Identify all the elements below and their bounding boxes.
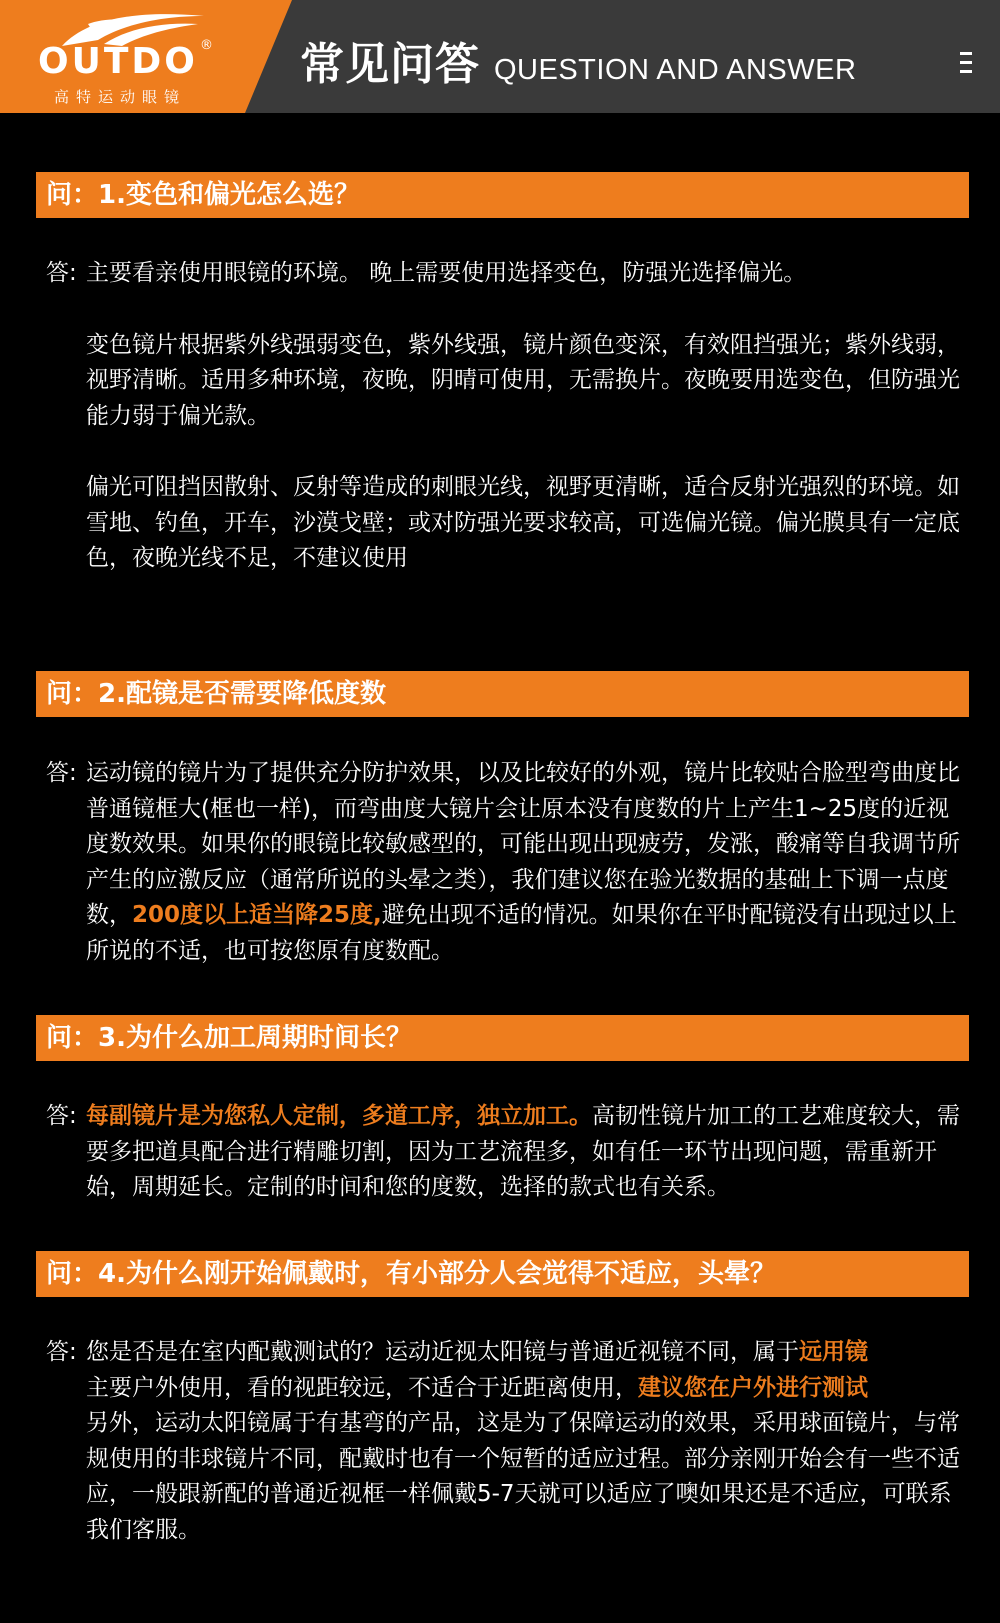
question-bar-1: 问：1.变色和偏光怎么选？ — [36, 172, 969, 218]
brand-subtitle: 高特运动眼镜 — [54, 88, 187, 106]
answer-2-text-2: 避免出现不适的情况。如果你在平时配镜没有出现过以上所说的不适，也可按您原有度数配。 — [86, 902, 957, 964]
question-bar-4: 问：4.为什么刚开始佩戴时，有小部分人会觉得不适应，头晕？ — [36, 1251, 969, 1297]
answer-4-highlight-1: 远用镜 — [799, 1339, 868, 1365]
answer-1-paragraph-2: 变色镜片根据紫外线强弱变色，紫外线强，镜片颜色变深，有效阻挡强光；紫外线弱，视野清晰。适用多种环境，夜晚，阴晴可使用，无需换片。夜晚要用选变色，但防强光能力弱于偏光款。 — [86, 331, 960, 429]
answer-4-line-2: 主要户外使用，看的视距较远，不适合于近距离使用， — [86, 1374, 638, 1401]
menu-icon[interactable] — [960, 52, 976, 76]
answer-2-text-1: 运动镜的镜片为了提供充分防护效果，以及比较好的外观，镜片比较贴合脸型弯曲度比普通镜框大(框也一样)，而弯曲度大镜片会让原本没有度数的片上产生1~25度的近视度数效果。如果你的眼镜比较敏感型的，可能出现出现疲劳，发涨，酸痛等自我调节所产生的应激反应（通常所说的头晕之类），我们建议您在验光数据的基础上下调一点度数， — [86, 760, 960, 928]
answer-3-highlight: 每副镜片是为您私人定制，多道工序，独立加工。 — [86, 1103, 592, 1129]
answer-2-highlight: 200度以上适当降25度, — [132, 902, 382, 928]
page-header — [0, 0, 1000, 113]
brand-logo-text: OUTDO — [38, 41, 198, 82]
answer-3-paragraph — [86, 1099, 971, 1206]
answer-block-3 — [46, 1099, 971, 1206]
answer-1-paragraph-3: 偏光可阻挡因散射、反射等造成的刺眼光线，视野更清晰，适合反射光强烈的环境。如雪地、钓鱼，开车，沙漠戈壁；或对防强光要求较高，可选偏光镜。偏光膜具有一定底色，夜晚光线不足，不建议使用 — [86, 474, 960, 571]
answer-block-2 — [46, 756, 971, 969]
answer-label: 答: — [46, 1339, 77, 1365]
answer-3-text: 高韧性镜片加工的工艺难度较大，需要多把道具配合进行精雕切割，因为工艺流程多，如有任一环节出现问题，需重新开始，周期延长。定制的时间和您的度数，选择的款式也有关系。 — [86, 1103, 960, 1200]
answer-1-paragraph-1: 主要看亲使用眼镜的环境。 晚上需要使用选择变色，防强光选择偏光。 — [86, 260, 807, 286]
question-bar-3: 问：3.为什么加工周期时间长？ — [36, 1015, 969, 1061]
question-bar-2: 问：2.配镜是否需要降低度数 — [36, 671, 969, 717]
registered-mark: ® — [200, 38, 213, 53]
answer-label: 答: — [46, 760, 77, 786]
page-title — [300, 28, 856, 88]
answer-4-paragraph — [86, 1335, 971, 1548]
answer-4-highlight-2: 建议您在户外进行测试 — [638, 1374, 868, 1401]
answer-4-rest: 另外，运动太阳镜属于有基弯的产品，这是为了保障运动的效果，采用球面镜片，与常规使用的非球镜片不同，配戴时也有一个短暂的适应过程。部分亲刚开始会有一些不适应，一般跟新配的普通近视框一样佩戴5-7天就可以适应了噢如果还是不适应，可联系我们客服。 — [86, 1410, 960, 1543]
answer-block-4 — [46, 1335, 971, 1548]
answer-block-1 — [46, 256, 971, 577]
page-title-en: QUESTION AND ANSWER — [494, 54, 857, 86]
page-title-cn: 常见问答 — [300, 39, 480, 90]
answer-label: 答: — [46, 1103, 77, 1129]
answer-label: 答: — [46, 260, 77, 286]
answer-4-line-1: 您是否是在室内配戴测试的？运动近视太阳镜与普通近视镜不同，属于 — [86, 1339, 799, 1365]
answer-2-paragraph — [86, 756, 971, 969]
